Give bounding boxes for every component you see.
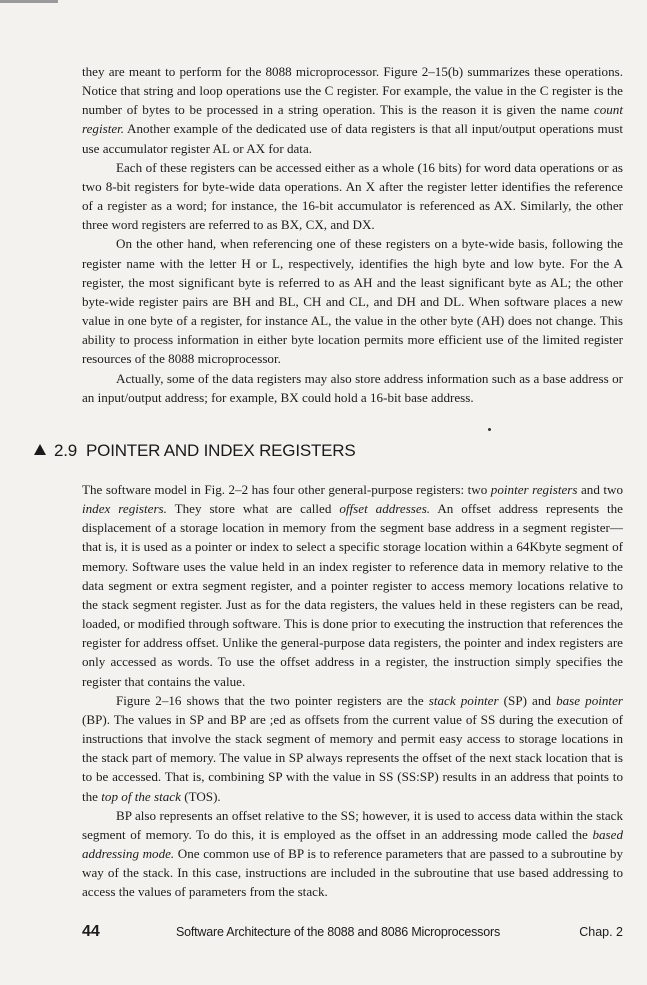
- paragraph: they are meant to perform for the 8088 microprocessor. Figure 2–15(b) summarizes these operations. Notice that string and loop operations use the C register. For example, the value in the C register is the number of bytes to be processed in a string operation. This is the reason it is given the name count register. Another example of the dedicated use of data registers is that all input/output operations must use accumulator register AL or AX for data.: [82, 64, 623, 156]
- text-block-pointer-index: [82, 480, 623, 901]
- chapter-label: Chap. 2: [579, 925, 623, 939]
- paragraph: Figure 2–16 shows that the two pointer registers are the stack pointer (SP) and base pointer (BP). The values in SP and BP are ;ed as offsets from the current value of SS during the execution of instructions that involve the stack segment of memory and permit easy access to storage locations in the stack part of memory. The value in SP always represents the offset of the next stack location that is to be accessed. That is, combining SP with the value in SS (SS:SP) results in an address that points to the top of the stack (TOS).: [82, 692, 623, 804]
- text-block-intro: [82, 62, 623, 407]
- paragraph: Actually, some of the data registers may also store address information such as a base address or an input/output address; for example, BX could hold a 16-bit base address.: [82, 370, 623, 405]
- page-number: 44: [82, 923, 100, 940]
- running-title: Software Architecture of the 8088 and 8086 Microprocessors: [176, 925, 501, 939]
- paragraph: The software model in Fig. 2–2 has four other general-purpose registers: two pointer registers and two index registers. They store what are called offset addresses. An offset address represents the displacement of a storage location in memory from the segment base address in a segment register—that is, it is used as a pointer or index to select a specific storage location within a 64Kbyte segment of memory. Software uses the value held in an index register to reference data in memory relative to the data segment or extra segment register, and a pointer register to access memory locations relative to the stack segment register. Just as for the data registers, the values held in these registers can be read, loaded, or modified through software. This is done prior to executing the instruction that references the register for address offset. Unlike the general-purpose data registers, the pointer and index registers are only accessed as words. To use the offset address in a register, the instruction simply specifies the register that contains the value.: [82, 482, 624, 689]
- section-title: POINTER AND INDEX REGISTERS: [86, 441, 356, 460]
- stray-dot: [488, 428, 491, 431]
- page-footer: [82, 923, 623, 943]
- top-edge-bar: [0, 0, 58, 3]
- section-heading: [34, 441, 356, 461]
- paragraph: BP also represents an offset relative to the SS; however, it is used to access data within the stack segment of memory. To do this, it is employed as the offset in an addressing mode called the based addressing mode. One common use of BP is to reference parameters that are passed to a subroutine by way of the stack. In this case, instructions are included in the subroutine that use based addressing to access the values of parameters from the stack.: [82, 807, 624, 900]
- section-number: 2.9: [54, 441, 78, 460]
- triangle-bullet-icon: [34, 444, 46, 455]
- paragraph: On the other hand, when referencing one of these registers on a byte-wide basis, following the register name with the letter H or L, respectively, identifies the high byte and low byte. For the A register, the most significant byte is referred to as AH and the least significant byte as AL; the other byte-wide register pairs are BH and BL, CH and CL, and DH and DL. When software places a new value in one byte of a register, for instance AL, the value in the other byte (AH) does not change. This ability to process information in either byte location permits more efficient use of the limited register resources of the 8088 microprocessor.: [82, 236, 623, 367]
- paragraph: Each of these registers can be accessed either as a whole (16 bits) for word data operations or as two 8-bit registers for byte-wide data operations. An X after the register letter identifies the reference of a register as a word; for instance, the 16-bit accumulator is referenced as AX. Similarly, the other three word registers are referred to as BX, CX, and DX.: [82, 159, 623, 233]
